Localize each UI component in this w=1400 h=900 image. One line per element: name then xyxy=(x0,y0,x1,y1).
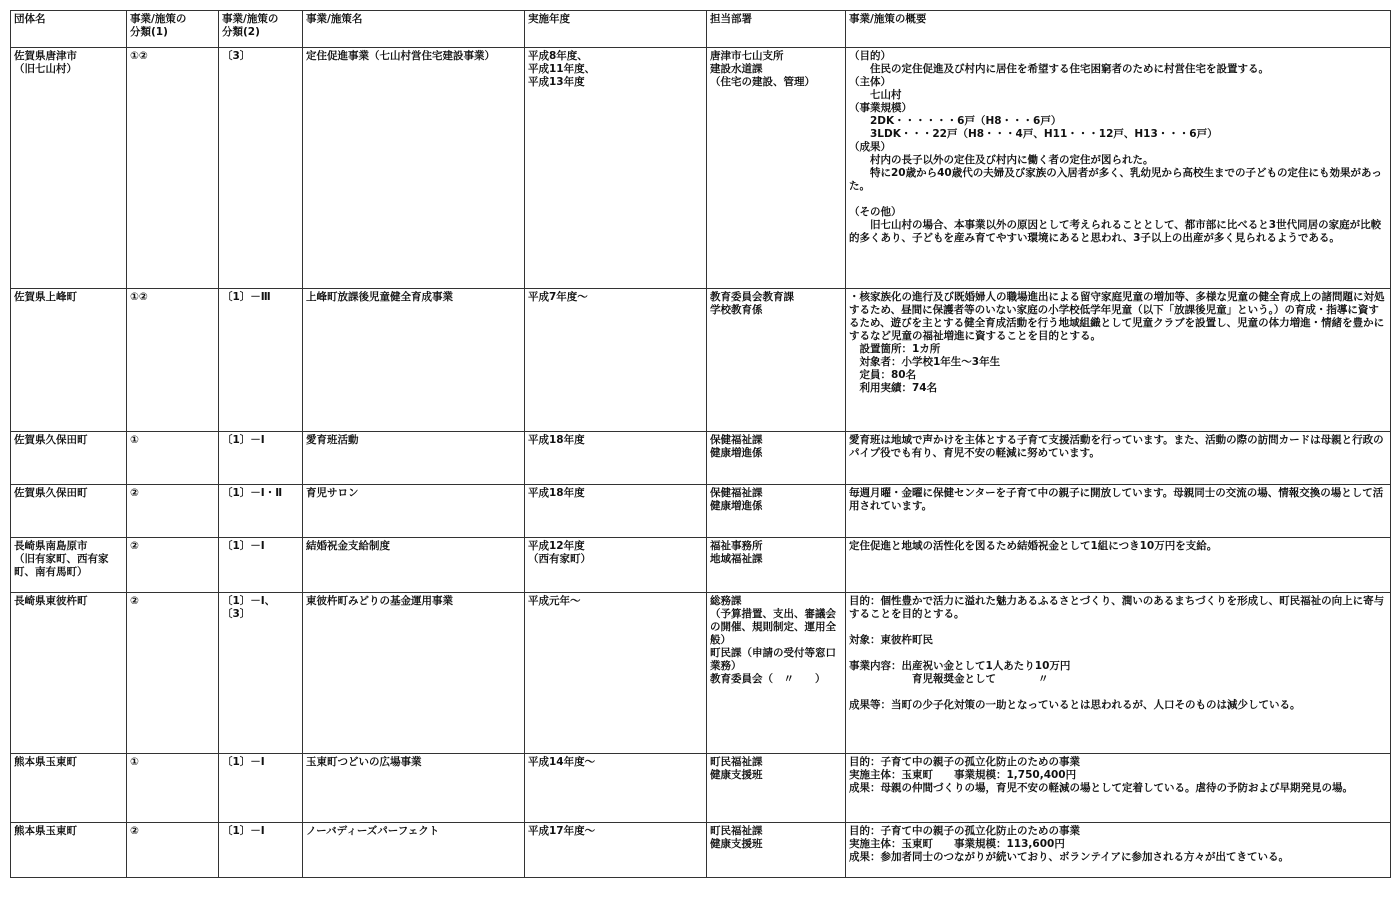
cell-department: 総務課 （予算措置、支出、審議会の開催、規則制定、運用全般） 町民課（申請の受付等窓口業務） 教育委員会（ 〃 ） xyxy=(707,593,846,754)
cell-category-2: 〔3〕 xyxy=(219,48,303,289)
cell-summary: 毎週月曜・金曜に保健センターを子育て中の親子に開放しています。母親同士の交流の場、情報交換の場として活用されています。 xyxy=(846,485,1391,538)
table-row xyxy=(11,432,1391,485)
cell-summary: 定住促進と地域の活性化を図るため結婚祝金として1組につき10万円を支給。 xyxy=(846,538,1391,593)
cell-department: 保健福祉課 健康増進係 xyxy=(707,485,846,538)
cell-category-1: ② xyxy=(127,538,219,593)
cell-org: 佐賀県唐津市 （旧七山村） xyxy=(11,48,127,289)
cell-summary: ・核家族化の進行及び既婚婦人の職場進出による留守家庭児童の増加等、多様な児童の健全育成上の諸問題に対処するため、昼間に保護者等のいない家庭の小学校低学年児童（以下「放課後児童」という。）の育成・指導に資するため、遊びを主とする健全育成活動を行う地域組織として児童クラブを設置し、児童の体力増進・情緒を豊かにするなど児童の福祉増進に資することを目的とする。 設置箇所：1カ所 対象者：小学校1年生～3年生 定員：80名 利用実績：74名 xyxy=(846,289,1391,432)
cell-category-1: ② xyxy=(127,823,219,878)
table-row xyxy=(11,754,1391,823)
cell-org: 長崎県東彼杵町 xyxy=(11,593,127,754)
table-row xyxy=(11,48,1391,289)
table-row xyxy=(11,289,1391,432)
cell-org: 佐賀県久保田町 xyxy=(11,485,127,538)
header-category-1: 事業/施策の 分類(1) xyxy=(127,11,219,48)
cell-category-2: 〔1〕－Ⅰ xyxy=(219,823,303,878)
header-year: 実施年度 xyxy=(525,11,707,48)
cell-summary: 目的：子育て中の親子の孤立化防止のための事業 実施主体：玉東町 事業規模：113,600円 成果：参加者同士のつながりが続いており、ボランテイアに参加される方々が出てきている。 xyxy=(846,823,1391,878)
cell-category-1: ①② xyxy=(127,289,219,432)
cell-summary: （目的） 住民の定住促進及び村内に居住を希望する住宅困窮者のために村営住宅を設置する。 （主体） 七山村 （事業規模） 2DK・・・・・・6戸（H8・・・6戸） 3LDK・・・22戸（H8・・・4戸、H11・・・12戸、H13・・・6戸） （成果） 村内の長子以外の定住及び村内に働く者の定住が図られた。 特に20歳から40歳代の夫婦及び家族の入居者が多く、乳幼児から高校生までの子どもの定住にも効果があった。 （その他） 旧七山村の場合、本事業以外の原因として考えられることとして、都市部に比べると3世代同居の家庭が比較的多くあり、子どもを産み育てやすい環境にあると思われ、3子以上の出産が多く見られるようである。 xyxy=(846,48,1391,289)
cell-measure-name: ノーバディーズパーフェクト xyxy=(303,823,525,878)
header-summary: 事業/施策の概要 xyxy=(846,11,1391,48)
header-org: 団体名 xyxy=(11,11,127,48)
header-row xyxy=(11,11,1391,48)
cell-year: 平成12年度 （西有家町） xyxy=(525,538,707,593)
cell-category-2: 〔1〕－Ⅰ xyxy=(219,538,303,593)
cell-category-2: 〔1〕－Ⅰ xyxy=(219,754,303,823)
table-row xyxy=(11,538,1391,593)
measures-table xyxy=(10,10,1391,878)
cell-department: 福祉事務所 地域福祉課 xyxy=(707,538,846,593)
table-row xyxy=(11,485,1391,538)
cell-year: 平成8年度、 平成11年度、 平成13年度 xyxy=(525,48,707,289)
cell-org: 長崎県南島原市 （旧有家町、西有家町、南有馬町） xyxy=(11,538,127,593)
cell-category-1: ② xyxy=(127,593,219,754)
cell-department: 唐津市七山支所 建設水道課 （住宅の建設、管理） xyxy=(707,48,846,289)
cell-measure-name: 玉東町つどいの広場事業 xyxy=(303,754,525,823)
table-row xyxy=(11,593,1391,754)
cell-summary: 愛育班は地域で声かけを主体とする子育て支援活動を行っています。また、活動の際の訪問カードは母親と行政のパイプ役でも有り、育児不安の軽減に努めています。 xyxy=(846,432,1391,485)
cell-year: 平成18年度 xyxy=(525,485,707,538)
cell-category-2: 〔1〕－Ⅰ、 〔3〕 xyxy=(219,593,303,754)
cell-org: 熊本県玉東町 xyxy=(11,823,127,878)
cell-year: 平成14年度～ xyxy=(525,754,707,823)
cell-category-1: ② xyxy=(127,485,219,538)
cell-category-2: 〔1〕－Ⅲ xyxy=(219,289,303,432)
cell-year: 平成元年～ xyxy=(525,593,707,754)
cell-summary: 目的：子育て中の親子の孤立化防止のための事業 実施主体：玉東町 事業規模：1,750,400円 成果：母親の仲間づくりの場，育児不安の軽減の場として定着している。虐待の予防および早期発見の場。 xyxy=(846,754,1391,823)
cell-measure-name: 東彼杵町みどりの基金運用事業 xyxy=(303,593,525,754)
cell-measure-name: 育児サロン xyxy=(303,485,525,538)
cell-measure-name: 結婚祝金支給制度 xyxy=(303,538,525,593)
cell-summary: 目的：個性豊かで活力に溢れた魅力あるふるさとづくり、潤いのあるまちづくりを形成し、町民福祉の向上に寄与することを目的とする。 対象：東彼杵町民 事業内容：出産祝い金として1人あたり10万円 育児報奨金として 〃 成果等：当町の少子化対策の一助となっているとは思われるが、人口そのものは減少している。 xyxy=(846,593,1391,754)
cell-department: 教育委員会教育課 学校教育係 xyxy=(707,289,846,432)
header-measure-name: 事業/施策名 xyxy=(303,11,525,48)
cell-category-1: ① xyxy=(127,432,219,485)
cell-measure-name: 愛育班活動 xyxy=(303,432,525,485)
cell-category-2: 〔1〕－Ⅰ・Ⅱ xyxy=(219,485,303,538)
table-row xyxy=(11,823,1391,878)
cell-year: 平成17年度～ xyxy=(525,823,707,878)
cell-department: 町民福祉課 健康支援班 xyxy=(707,754,846,823)
header-department: 担当部署 xyxy=(707,11,846,48)
cell-category-1: ① xyxy=(127,754,219,823)
cell-org: 佐賀県上峰町 xyxy=(11,289,127,432)
cell-department: 町民福祉課 健康支援班 xyxy=(707,823,846,878)
cell-department: 保健福祉課 健康増進係 xyxy=(707,432,846,485)
cell-measure-name: 上峰町放課後児童健全育成事業 xyxy=(303,289,525,432)
cell-year: 平成7年度～ xyxy=(525,289,707,432)
cell-year: 平成18年度 xyxy=(525,432,707,485)
cell-measure-name: 定住促進事業（七山村営住宅建設事業） xyxy=(303,48,525,289)
cell-org: 熊本県玉東町 xyxy=(11,754,127,823)
cell-org: 佐賀県久保田町 xyxy=(11,432,127,485)
cell-category-2: 〔1〕－Ⅰ xyxy=(219,432,303,485)
header-category-2: 事業/施策の 分類(2) xyxy=(219,11,303,48)
cell-category-1: ①② xyxy=(127,48,219,289)
